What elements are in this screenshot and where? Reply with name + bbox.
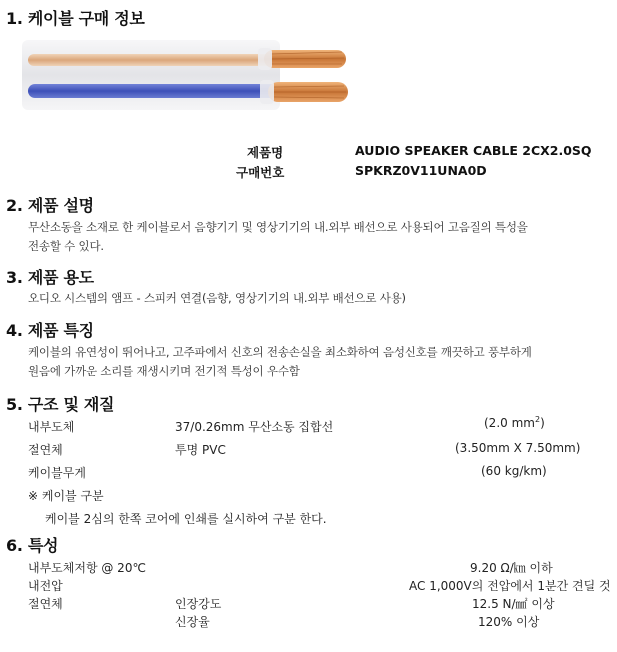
purchase-code-value: SPKRZ0V11UNA0D — [355, 163, 487, 178]
resistance-value: 9.20 Ω/㎞ 이하 — [470, 561, 553, 575]
weight-value: (60 kg/km) — [481, 464, 547, 478]
tensile-label: 인장강도 — [175, 597, 222, 611]
usage-line-1: 오디오 시스템의 앰프 - 스피커 연결(음향, 영상기기의 내.외부 배선으로 사용) — [28, 291, 406, 305]
section-title-features: 4. 제품 특징 — [6, 321, 94, 340]
elongation-value: 120% 이상 — [478, 615, 540, 629]
section-title-description: 2. 제품 설명 — [6, 196, 94, 215]
conductor-value: (2.0 $mm^2$) — [484, 415, 545, 430]
weight-label: 케이블무게 — [28, 466, 86, 480]
tensile-value: 12.5 N/㎟ 이상 — [472, 597, 555, 611]
insulator-label: 절연체 — [28, 443, 63, 457]
features-line-2: 원음에 가까운 소리를 재생시키며 전기적 특성이 우수함 — [28, 364, 300, 378]
product-name-label: 제품명 — [247, 145, 284, 160]
elongation-label: 신장율 — [175, 615, 210, 629]
description-line-2: 전송할 수 있다. — [28, 239, 104, 253]
insulator-value: (3.50mm X 7.50mm) — [455, 441, 581, 455]
note-text: 케이블 2심의 한쪽 코어에 인쇄를 실시하여 구분 한다. — [45, 512, 327, 526]
insulator-spec: 투명 PVC — [175, 443, 226, 457]
section-title-purchase-info: 1. 케이블 구매 정보 — [6, 9, 145, 28]
voltage-label: 내전압 — [28, 579, 63, 593]
note-title: ※ 케이블 구분 — [28, 489, 104, 503]
purchase-code-label: 구매번호 — [236, 165, 285, 180]
conductor-label: 내부도체 — [28, 420, 75, 434]
resistance-label: 내부도체저항 @ 20℃ — [28, 561, 146, 575]
description-line-1: 무산소동을 소재로 한 케이블로서 음향기기 및 영상기기의 내.외부 배선으로 사용되어 고음질의 특성을 — [28, 220, 528, 234]
char-insulator-label: 절연체 — [28, 597, 63, 611]
conductor-spec: 37/0.26mm 무산소동 집합선 — [175, 420, 334, 434]
product-name-value: AUDIO SPEAKER CABLE 2CX2.0SQ — [355, 143, 592, 158]
section-title-usage: 3. 제품 용도 — [6, 268, 94, 287]
section-title-structure: 5. 구조 및 재질 — [6, 395, 115, 414]
voltage-value: AC 1,000V의 전압에서 1분간 견딜 것 — [409, 579, 611, 593]
features-line-1: 케이블의 유연성이 뛰어나고, 고주파에서 신호의 전송손실을 최소화하여 음성신호를 깨끗하고 풍부하게 — [28, 345, 532, 359]
section-title-characteristics: 6. 특성 — [6, 536, 59, 555]
cable-image — [20, 36, 360, 116]
